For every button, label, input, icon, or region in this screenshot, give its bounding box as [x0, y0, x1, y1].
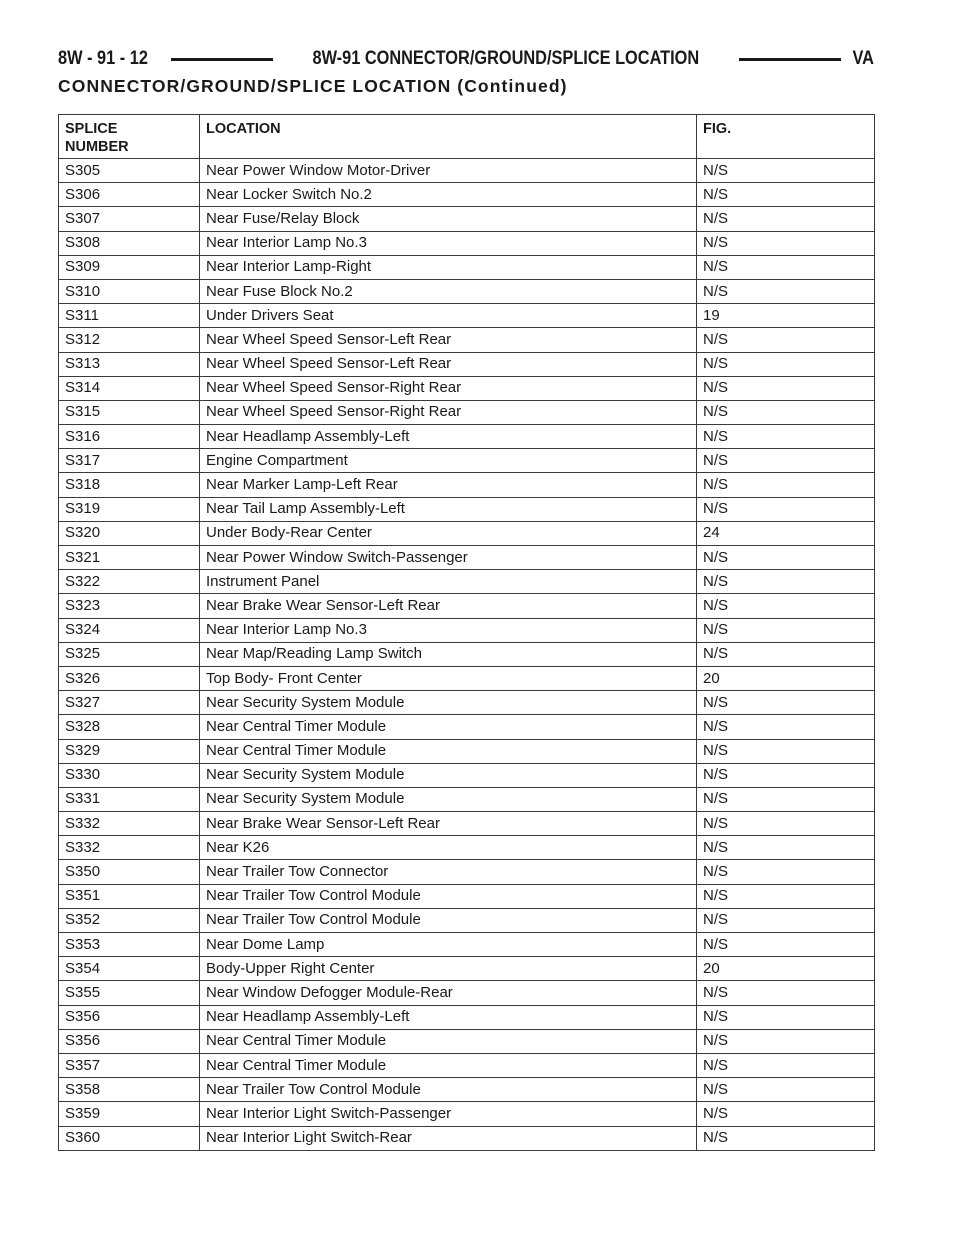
table-row — [59, 449, 875, 473]
location-cell: Near Power Window Switch-Passenger — [200, 546, 697, 570]
fig-cell: N/S — [697, 1078, 875, 1102]
table-row — [59, 618, 875, 642]
splice-number-cell: S309 — [59, 255, 200, 279]
table-row — [59, 279, 875, 303]
table-header — [59, 115, 875, 159]
table-row — [59, 546, 875, 570]
table-row — [59, 159, 875, 183]
table-row — [59, 666, 875, 690]
fig-cell: N/S — [697, 594, 875, 618]
location-cell: Near Tail Lamp Assembly-Left — [200, 497, 697, 521]
splice-number-cell: S354 — [59, 957, 200, 981]
fig-cell: N/S — [697, 884, 875, 908]
location-cell: Near Locker Switch No.2 — [200, 183, 697, 207]
location-cell: Near Wheel Speed Sensor-Left Rear — [200, 352, 697, 376]
fig-cell: N/S — [697, 546, 875, 570]
splice-number-cell: S322 — [59, 570, 200, 594]
fig-cell: N/S — [697, 207, 875, 231]
table-row — [59, 1053, 875, 1077]
splice-number-cell: S312 — [59, 328, 200, 352]
table-row — [59, 400, 875, 424]
table-row — [59, 884, 875, 908]
table-row — [59, 1029, 875, 1053]
location-cell: Near Trailer Tow Control Module — [200, 1078, 697, 1102]
section-header-title: 8W-91 CONNECTOR/GROUND/SPLICE LOCATION — [312, 48, 700, 69]
splice-number-cell: S316 — [59, 425, 200, 449]
table-row — [59, 497, 875, 521]
splice-number-cell: S305 — [59, 159, 200, 183]
table-row — [59, 739, 875, 763]
page-header — [58, 46, 874, 72]
fig-cell: N/S — [697, 642, 875, 666]
header-rule-right — [739, 58, 841, 61]
location-cell: Engine Compartment — [200, 449, 697, 473]
column-header-location: LOCATION — [200, 115, 697, 159]
location-cell: Near K26 — [200, 836, 697, 860]
table-row — [59, 183, 875, 207]
splice-number-cell: S326 — [59, 666, 200, 690]
table-row — [59, 425, 875, 449]
location-cell: Near Interior Light Switch-Rear — [200, 1126, 697, 1150]
splice-number-cell: S313 — [59, 352, 200, 376]
splice-number-cell: S311 — [59, 304, 200, 328]
fig-cell: N/S — [697, 1005, 875, 1029]
table-row — [59, 763, 875, 787]
fig-cell: N/S — [697, 812, 875, 836]
table-row — [59, 642, 875, 666]
table-row — [59, 1078, 875, 1102]
location-cell: Near Fuse Block No.2 — [200, 279, 697, 303]
fig-cell: N/S — [697, 787, 875, 811]
splice-number-cell: S319 — [59, 497, 200, 521]
splice-number-cell: S350 — [59, 860, 200, 884]
splice-number-cell: S318 — [59, 473, 200, 497]
splice-number-cell: S360 — [59, 1126, 200, 1150]
location-cell: Near Marker Lamp-Left Rear — [200, 473, 697, 497]
fig-cell: N/S — [697, 279, 875, 303]
location-cell: Near Wheel Speed Sensor-Right Rear — [200, 400, 697, 424]
fig-cell: N/S — [697, 570, 875, 594]
location-cell: Near Security System Module — [200, 691, 697, 715]
table-row — [59, 1005, 875, 1029]
fig-cell: N/S — [697, 352, 875, 376]
fig-cell: 24 — [697, 521, 875, 545]
splice-number-cell: S306 — [59, 183, 200, 207]
table-row — [59, 594, 875, 618]
location-cell: Near Trailer Tow Control Module — [200, 908, 697, 932]
splice-number-cell: S351 — [59, 884, 200, 908]
location-cell: Near Trailer Tow Connector — [200, 860, 697, 884]
fig-cell: N/S — [697, 739, 875, 763]
location-cell: Under Drivers Seat — [200, 304, 697, 328]
fig-cell: N/S — [697, 376, 875, 400]
splice-number-cell: S359 — [59, 1102, 200, 1126]
location-cell: Body-Upper Right Center — [200, 957, 697, 981]
fig-cell: N/S — [697, 1029, 875, 1053]
column-header-splice-number: SPLICE NUMBER — [59, 115, 200, 159]
fig-cell: N/S — [697, 618, 875, 642]
fig-cell: N/S — [697, 159, 875, 183]
splice-number-cell: S353 — [59, 933, 200, 957]
table-row — [59, 957, 875, 981]
fig-cell: N/S — [697, 425, 875, 449]
table-row — [59, 328, 875, 352]
fig-cell: N/S — [697, 715, 875, 739]
location-cell: Near Central Timer Module — [200, 739, 697, 763]
location-cell: Near Central Timer Module — [200, 1029, 697, 1053]
fig-cell: 20 — [697, 957, 875, 981]
table-row — [59, 207, 875, 231]
location-cell: Under Body-Rear Center — [200, 521, 697, 545]
splice-number-cell: S325 — [59, 642, 200, 666]
splice-number-cell: S332 — [59, 812, 200, 836]
page-title: CONNECTOR/GROUND/SPLICE LOCATION (Continued) — [58, 76, 568, 96]
table-row — [59, 860, 875, 884]
fig-cell: N/S — [697, 449, 875, 473]
location-cell: Near Interior Light Switch-Passenger — [200, 1102, 697, 1126]
splice-location-table — [58, 114, 875, 1151]
fig-cell: N/S — [697, 328, 875, 352]
location-cell: Near Map/Reading Lamp Switch — [200, 642, 697, 666]
table-row — [59, 352, 875, 376]
fig-cell: N/S — [697, 860, 875, 884]
fig-cell: N/S — [697, 1102, 875, 1126]
splice-number-cell: S356 — [59, 1029, 200, 1053]
splice-number-cell: S357 — [59, 1053, 200, 1077]
table-row — [59, 473, 875, 497]
location-cell: Near Headlamp Assembly-Left — [200, 425, 697, 449]
table-row — [59, 715, 875, 739]
fig-cell: N/S — [697, 231, 875, 255]
header-rule-left — [171, 58, 273, 61]
location-cell: Near Central Timer Module — [200, 1053, 697, 1077]
fig-cell: N/S — [697, 691, 875, 715]
fig-cell: N/S — [697, 183, 875, 207]
table-row — [59, 255, 875, 279]
fig-cell: N/S — [697, 981, 875, 1005]
location-cell: Near Wheel Speed Sensor-Left Rear — [200, 328, 697, 352]
table-row — [59, 908, 875, 932]
splice-number-cell: S352 — [59, 908, 200, 932]
splice-number-cell: S317 — [59, 449, 200, 473]
splice-number-cell: S330 — [59, 763, 200, 787]
location-cell: Near Trailer Tow Control Module — [200, 884, 697, 908]
location-cell: Near Interior Lamp No.3 — [200, 618, 697, 642]
fig-cell: N/S — [697, 908, 875, 932]
column-header-fig: FIG. — [697, 115, 875, 159]
location-cell: Near Central Timer Module — [200, 715, 697, 739]
splice-number-cell: S327 — [59, 691, 200, 715]
location-cell: Near Dome Lamp — [200, 933, 697, 957]
fig-cell: N/S — [697, 1053, 875, 1077]
fig-cell: N/S — [697, 763, 875, 787]
location-cell: Near Brake Wear Sensor-Left Rear — [200, 812, 697, 836]
splice-number-cell: S324 — [59, 618, 200, 642]
fig-cell: N/S — [697, 497, 875, 521]
location-cell: Near Headlamp Assembly-Left — [200, 1005, 697, 1029]
table-row — [59, 933, 875, 957]
location-cell: Near Interior Lamp-Right — [200, 255, 697, 279]
splice-number-cell: S356 — [59, 1005, 200, 1029]
fig-cell: N/S — [697, 1126, 875, 1150]
table-row — [59, 376, 875, 400]
table-row — [59, 521, 875, 545]
splice-number-cell: S314 — [59, 376, 200, 400]
location-cell: Near Security System Module — [200, 787, 697, 811]
table-row — [59, 304, 875, 328]
location-cell: Near Wheel Speed Sensor-Right Rear — [200, 376, 697, 400]
location-cell: Near Power Window Motor-Driver — [200, 159, 697, 183]
table-row — [59, 787, 875, 811]
table-row — [59, 691, 875, 715]
splice-number-cell: S310 — [59, 279, 200, 303]
location-cell: Near Interior Lamp No.3 — [200, 231, 697, 255]
splice-number-cell: S329 — [59, 739, 200, 763]
location-cell: Near Fuse/Relay Block — [200, 207, 697, 231]
table-row — [59, 981, 875, 1005]
location-cell: Top Body- Front Center — [200, 666, 697, 690]
location-cell: Near Security System Module — [200, 763, 697, 787]
splice-number-cell: S328 — [59, 715, 200, 739]
splice-number-cell: S332 — [59, 836, 200, 860]
location-cell: Instrument Panel — [200, 570, 697, 594]
table-row — [59, 1102, 875, 1126]
fig-cell: N/S — [697, 473, 875, 497]
splice-number-cell: S323 — [59, 594, 200, 618]
table-header-row — [59, 115, 875, 159]
splice-number-cell: S308 — [59, 231, 200, 255]
fig-cell: N/S — [697, 400, 875, 424]
location-cell: Near Window Defogger Module-Rear — [200, 981, 697, 1005]
table-row — [59, 231, 875, 255]
splice-number-cell: S307 — [59, 207, 200, 231]
splice-number-cell: S315 — [59, 400, 200, 424]
page-number: 8W - 91 - 12 — [58, 48, 148, 69]
splice-number-cell: S321 — [59, 546, 200, 570]
table-body — [59, 159, 875, 1151]
splice-number-cell: S320 — [59, 521, 200, 545]
fig-cell: 19 — [697, 304, 875, 328]
splice-number-cell: S331 — [59, 787, 200, 811]
table-row — [59, 570, 875, 594]
fig-cell: N/S — [697, 255, 875, 279]
fig-cell: 20 — [697, 666, 875, 690]
location-cell: Near Brake Wear Sensor-Left Rear — [200, 594, 697, 618]
fig-cell: N/S — [697, 933, 875, 957]
splice-number-cell: S355 — [59, 981, 200, 1005]
splice-number-cell: S358 — [59, 1078, 200, 1102]
table-row — [59, 836, 875, 860]
table-row — [59, 1126, 875, 1150]
model-code: VA — [852, 48, 875, 69]
fig-cell: N/S — [697, 836, 875, 860]
table-row — [59, 812, 875, 836]
